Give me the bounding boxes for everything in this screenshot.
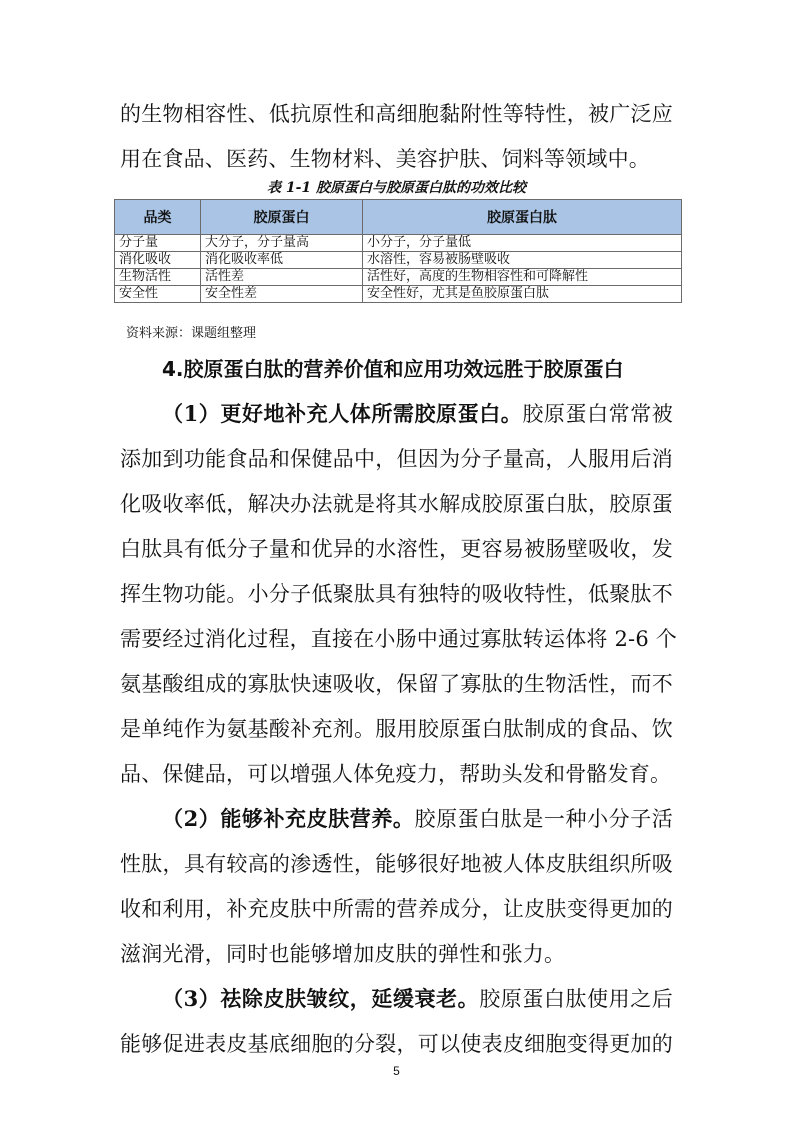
- table-row: [115, 235, 682, 252]
- body-text-line: 挥生物功能。小分子低聚肽具有独特的吸收特性，低聚肽不: [120, 582, 673, 606]
- paragraph-lead: （3）祛除皮肤皱纹，延缓衰老。: [162, 986, 480, 1011]
- body-text-line: 是单纯作为氨基酸补充剂。服用胶原蛋白肽制成的食品、饮: [120, 717, 673, 741]
- body-text-line: 能够促进表皮基底细胞的分裂，可以使表皮细胞变得更加的: [120, 1032, 673, 1056]
- body-text-line: 需要经过消化过程，直接在小肠中通过寡肽转运体将 2-6 个: [120, 627, 677, 651]
- table-cell: 安全性: [115, 286, 201, 303]
- paragraph-first-line: [120, 806, 673, 832]
- table-row: [115, 252, 682, 269]
- section-heading: 4.胶原蛋白肽的营养价值和应用功效远胜于胶原蛋白: [162, 357, 624, 381]
- paragraph-text: 胶原蛋白常常被: [522, 402, 673, 426]
- body-text-line: 性肽，具有较高的渗透性，能够很好地被人体皮肤组织所吸: [120, 852, 673, 876]
- table-header-cell: 胶原蛋白: [201, 200, 363, 235]
- table-row: [115, 286, 682, 303]
- body-text-line: 用在食品、医药、生物材料、美容护肤、饲料等领域中。: [120, 147, 650, 171]
- comparison-table: [114, 199, 682, 303]
- body-text-line: 添加到功能食品和保健品中，但因为分子量高，人服用后消: [120, 447, 673, 471]
- table-cell: 大分子，分子量高: [201, 235, 363, 252]
- table-header-cell: 胶原蛋白肽: [363, 200, 682, 235]
- paragraph-lead: （2）能够补充皮肤营养。: [162, 806, 415, 831]
- table-cell: 消化吸收: [115, 252, 201, 269]
- body-text-line: 氨基酸组成的寡肽快速吸收，保留了寡肽的生物活性，而不: [120, 672, 673, 696]
- table-cell: 分子量: [115, 235, 201, 252]
- table-source-note: 资料来源：课题组整理: [126, 326, 257, 341]
- table-cell: 小分子，分子量低: [363, 235, 682, 252]
- paragraph-text: 胶原蛋白肽使用之后: [479, 987, 673, 1011]
- table-cell: 活性好，高度的生物相容性和可降解性: [363, 269, 682, 286]
- page-number: 5: [393, 1064, 400, 1078]
- table-header-row: [115, 200, 682, 235]
- table-cell: 安全性差: [201, 286, 363, 303]
- table-cell: 生物活性: [115, 269, 201, 286]
- paragraph-lead: （1）更好地补充人体所需胶原蛋白。: [162, 401, 523, 426]
- body-text-line: 品、保健品，可以增强人体免疫力，帮助头发和骨骼发育。: [120, 762, 672, 786]
- body-text-line: 收和利用，补充皮肤中所需的营养成分，让皮肤变得更加的: [120, 897, 673, 921]
- table-cell: 消化吸收率低: [201, 252, 363, 269]
- table-row: [115, 269, 682, 286]
- paragraph-text: 胶原蛋白肽是一种小分子活: [414, 807, 674, 831]
- table-header-cell: 品类: [115, 200, 201, 235]
- body-text-line: 白肽具有低分子量和优异的水溶性，更容易被肠壁吸收，发: [120, 537, 673, 561]
- paragraph-first-line: [120, 401, 673, 427]
- paragraph-first-line: [120, 986, 673, 1012]
- body-text-line: 的生物相容性、低抗原性和高细胞黏附性等特性，被广泛应: [120, 102, 673, 126]
- body-text-line: 化吸收率低，解决办法就是将其水解成胶原蛋白肽，胶原蛋: [120, 492, 673, 516]
- body-text-line: 滋润光滑，同时也能够增加皮肤的弹性和张力。: [120, 942, 566, 966]
- table-cell: 水溶性，容易被肠壁吸收: [363, 252, 682, 269]
- table-caption: 表 1-1 胶原蛋白与胶原蛋白肽的功效比较: [266, 180, 527, 196]
- table-cell: 活性差: [201, 269, 363, 286]
- table-cell: 安全性好，尤其是鱼胶原蛋白肽: [363, 286, 682, 303]
